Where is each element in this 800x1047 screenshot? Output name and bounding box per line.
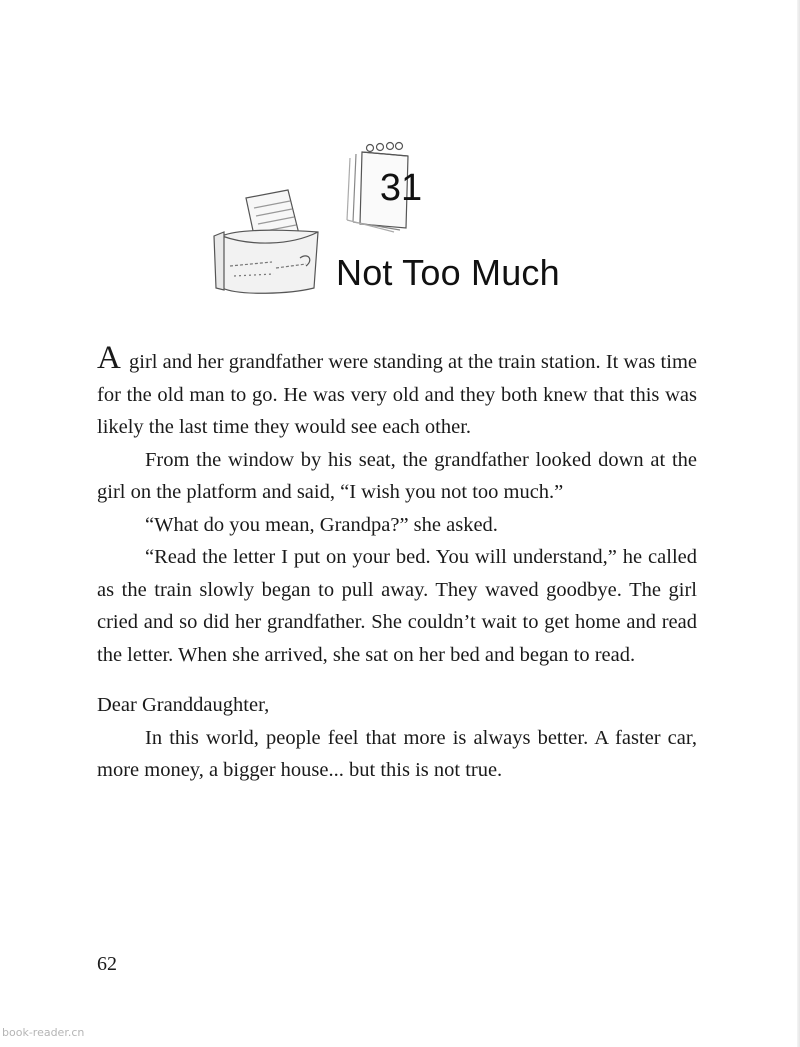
paragraph-text: girl and her grandfather were standing at the train station. It was time for the old man to go. He was very old and they both knew that this was likely the last time they would see each other.: [97, 351, 697, 438]
story-paragraph-3: “What do you mean, Grandpa?” she asked.: [145, 513, 498, 536]
drop-cap: A: [97, 340, 121, 376]
letter-basket-icon: [214, 190, 318, 293]
story-paragraph-1: [97, 340, 697, 444]
story-text: [97, 340, 697, 787]
chapter-number: 31: [379, 167, 423, 209]
story-paragraph-5: In this world, people feel that more is always better. A faster car, more money, a bigger house... but this is not true.: [97, 726, 697, 781]
watermark: book-reader.cn: [2, 1026, 85, 1039]
story-paragraph-2: From the window by his seat, the grandfather looked down at the girl on the platform and said, “I wish you not too much.”: [97, 448, 697, 503]
page-number: 62: [97, 953, 117, 975]
letter-salutation: Dear Granddaughter,: [97, 694, 270, 716]
story-paragraph-4: “Read the letter I put on your bed. You will understand,” he called as the train slowly began to pull away. They waved goodbye. The girl cried and so did her grandfather. She couldn’t wait to get home and read the letter. When she arrived, she sat on her bed and began to read.: [97, 546, 697, 666]
chapter-title: Not Too Much: [336, 252, 560, 293]
